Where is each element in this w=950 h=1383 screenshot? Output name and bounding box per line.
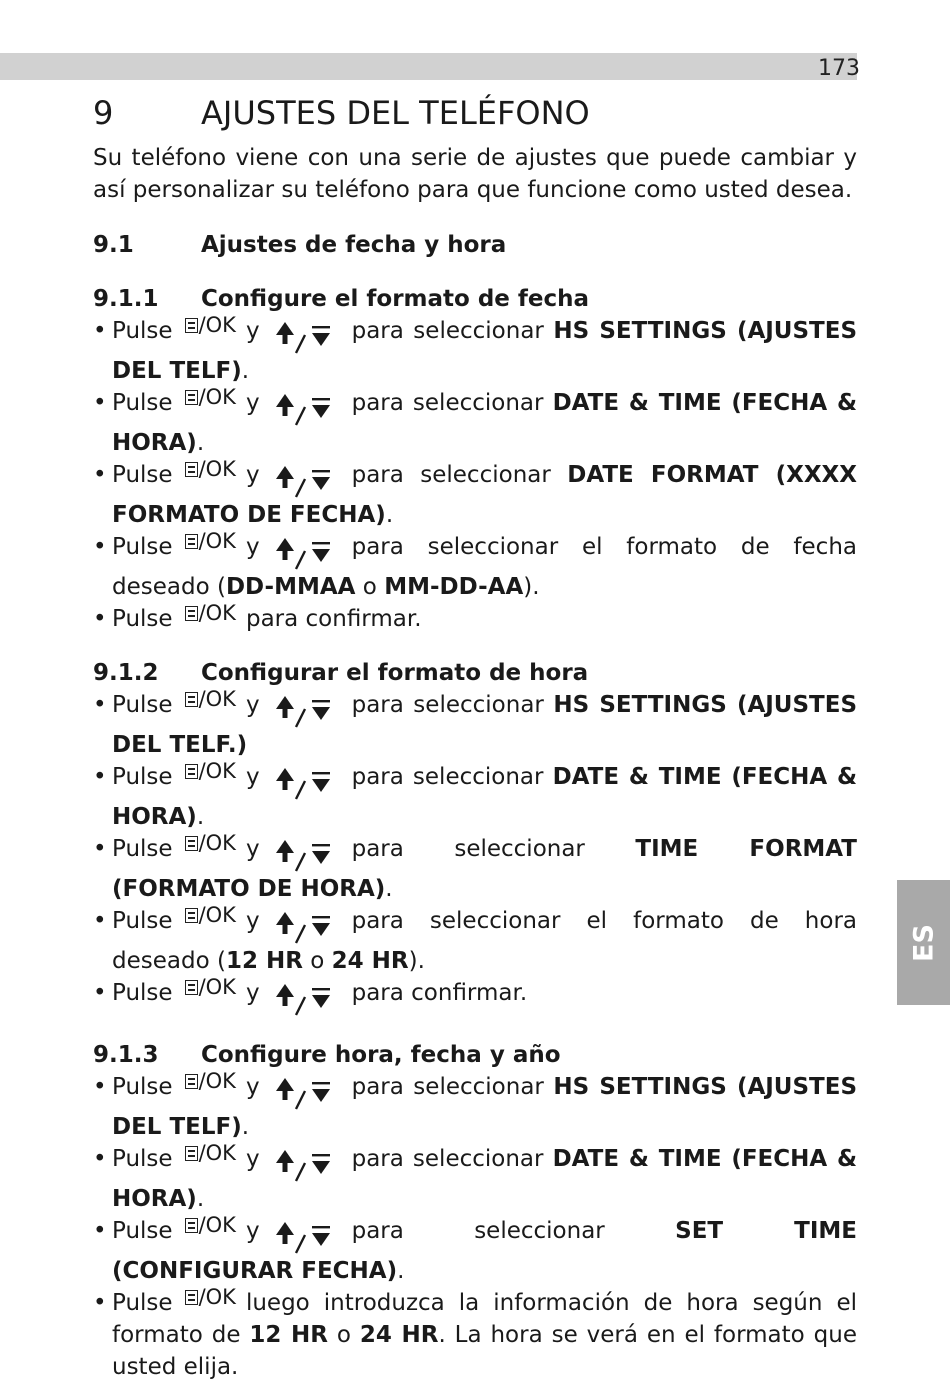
instruction-text: para seleccionar — [351, 692, 544, 718]
menu-option: SET TIME (CONFIGURAR FECHA) — [112, 1218, 858, 1284]
ok-label: /OK — [198, 313, 236, 337]
menu-ok-key — [185, 1071, 236, 1092]
y-text: y — [245, 836, 260, 862]
menu-key-icon — [185, 1146, 198, 1161]
instruction-text: para confirmar. — [351, 980, 528, 1006]
ok-label: /OK — [198, 975, 236, 999]
header-bar — [0, 53, 857, 80]
menu-option: DATE FORMAT (XXXX FORMATO DE FECHA) — [112, 462, 858, 528]
up-down-arrow-icon — [274, 981, 336, 1017]
pulse-text: Pulse — [112, 1218, 173, 1244]
subsection-heading — [93, 283, 857, 315]
menu-ok-key — [185, 387, 236, 408]
up-down-arrow-icon — [274, 837, 336, 873]
menu-ok-key — [185, 977, 236, 998]
pulse-text: Pulse — [112, 1074, 173, 1100]
punctuation: . — [385, 876, 393, 902]
menu-ok-key — [185, 1215, 236, 1236]
menu-key-icon — [185, 1074, 198, 1089]
ok-label: /OK — [198, 1069, 236, 1093]
up-down-arrow-icon — [274, 319, 336, 355]
instruction-text: para seleccionar — [351, 764, 544, 790]
conjunction: o — [355, 574, 385, 600]
subsection-number: 9.1.3 — [93, 1042, 159, 1068]
ok-label: /OK — [198, 601, 236, 625]
menu-ok-key — [185, 603, 236, 624]
conjunction: o — [302, 948, 332, 974]
y-text: y — [245, 1218, 260, 1244]
menu-key-icon — [185, 318, 198, 333]
menu-option: HS SETTINGS (AJUSTES DEL TELF) — [112, 1074, 858, 1140]
section-number: 9.1 — [93, 232, 134, 258]
ok-label: /OK — [198, 1285, 236, 1309]
ok-label: /OK — [198, 759, 236, 783]
pulse-text: Pulse — [112, 908, 173, 934]
instruction-text: para confirmar. — [245, 606, 422, 632]
up-down-arrow-icon — [274, 693, 336, 729]
step-item — [93, 1215, 857, 1287]
menu-ok-key — [185, 1143, 236, 1164]
ok-label: /OK — [198, 385, 236, 409]
menu-ok-key — [185, 1287, 236, 1308]
up-down-arrow-icon — [274, 765, 336, 801]
step-item — [93, 387, 857, 459]
menu-option: HS SETTINGS (AJUSTES DEL TELF.) — [112, 692, 858, 758]
section-heading — [93, 229, 857, 261]
y-text: y — [245, 692, 260, 718]
subsection-heading — [93, 657, 857, 689]
format-option: 24 HR — [331, 948, 409, 974]
step-item — [93, 1287, 857, 1383]
pulse-text: Pulse — [112, 318, 173, 344]
y-text: y — [245, 1146, 260, 1172]
ok-label: /OK — [198, 903, 236, 927]
steps-list — [93, 689, 857, 1017]
punctuation: ). — [523, 574, 540, 600]
step-item — [93, 833, 857, 905]
subsection-number: 9.1.2 — [93, 660, 159, 686]
menu-key-icon — [185, 692, 198, 707]
menu-ok-key — [185, 689, 236, 710]
up-down-arrow-icon — [274, 1147, 336, 1183]
menu-key-icon — [185, 390, 198, 405]
page-content — [93, 93, 857, 1383]
pulse-text: Pulse — [112, 836, 173, 862]
pulse-text: Pulse — [112, 980, 173, 1006]
menu-ok-key — [185, 905, 236, 926]
subsection-title: Configurar el formato de hora — [201, 660, 589, 686]
pulse-text: Pulse — [112, 462, 173, 488]
punctuation: . — [196, 430, 205, 456]
punctuation: . — [196, 804, 205, 830]
menu-option: DATE & TIME (FECHA & HORA) — [112, 390, 858, 456]
steps-list — [93, 315, 857, 635]
ok-label: /OK — [198, 457, 236, 481]
chapter-number: 9 — [93, 94, 114, 132]
chapter-heading — [93, 93, 857, 133]
instruction-text: luego introduzca la información de hora según el formato de — [112, 1290, 857, 1348]
menu-ok-key — [185, 531, 236, 552]
pulse-text: Pulse — [112, 390, 173, 416]
section-title: Ajustes de fecha y hora — [201, 232, 507, 258]
step-item — [93, 761, 857, 833]
menu-option: TIME FORMAT (FORMATO DE HORA) — [112, 836, 857, 902]
menu-key-icon — [185, 534, 198, 549]
menu-key-icon — [185, 462, 198, 477]
subsection-title: Configure el formato de fecha — [201, 286, 590, 312]
format-option: 12 HR — [225, 948, 303, 974]
format-option: DD-MMAA — [225, 574, 356, 600]
step-item — [93, 689, 857, 761]
instruction-text: para seleccionar — [351, 1218, 605, 1244]
y-text: y — [245, 462, 260, 488]
subsection-title: Configure hora, fecha y año — [201, 1042, 561, 1068]
menu-ok-key — [185, 761, 236, 782]
language-tab-label: ES — [908, 923, 939, 962]
instruction-text: para seleccionar el formato de hora deseado ( — [112, 908, 857, 974]
ok-label: /OK — [198, 1141, 236, 1165]
punctuation: . — [241, 1114, 250, 1140]
punctuation: ). — [408, 948, 425, 974]
up-down-arrow-icon — [274, 391, 336, 427]
instruction-text: para seleccionar el formato de fecha deseado ( — [112, 534, 857, 600]
pulse-text: Pulse — [112, 1290, 173, 1316]
menu-key-icon — [185, 1218, 198, 1233]
y-text: y — [245, 980, 260, 1006]
punctuation: . — [397, 1258, 405, 1284]
step-item — [93, 977, 857, 1017]
y-text: y — [245, 764, 260, 790]
menu-ok-key — [185, 833, 236, 854]
y-text: y — [245, 318, 260, 344]
subsection-number: 9.1.1 — [93, 286, 159, 312]
instruction-text: para seleccionar — [351, 1146, 544, 1172]
punctuation: . — [241, 358, 250, 384]
menu-option: DATE & TIME (FECHA & HORA) — [112, 1146, 858, 1212]
up-down-arrow-icon — [274, 1075, 336, 1111]
language-tab — [897, 880, 950, 1005]
menu-option: DATE & TIME (FECHA & HORA) — [112, 764, 858, 830]
up-down-arrow-icon — [274, 535, 336, 571]
menu-key-icon — [185, 1290, 198, 1305]
ok-label: /OK — [198, 831, 236, 855]
up-down-arrow-icon — [274, 1219, 336, 1255]
instruction-text: para seleccionar — [351, 1074, 544, 1100]
step-item — [93, 315, 857, 387]
punctuation: . — [385, 502, 394, 528]
y-text: y — [245, 534, 260, 560]
instruction-text: para seleccionar — [351, 836, 585, 862]
conjunction: o — [327, 1322, 360, 1348]
instruction-text: para seleccionar — [351, 390, 544, 416]
ok-label: /OK — [198, 687, 236, 711]
pulse-text: Pulse — [112, 1146, 173, 1172]
up-down-arrow-icon — [274, 463, 336, 499]
pulse-text: Pulse — [112, 534, 173, 560]
y-text: y — [245, 908, 260, 934]
menu-option: HS SETTINGS (AJUSTES DEL TELF) — [112, 318, 858, 384]
step-item — [93, 905, 857, 977]
steps-list — [93, 1071, 857, 1383]
menu-ok-key — [185, 315, 236, 336]
step-item — [93, 1143, 857, 1215]
instruction-text: para seleccionar — [351, 462, 551, 488]
format-option: 12 HR — [249, 1322, 328, 1348]
step-item — [93, 1071, 857, 1143]
ok-label: /OK — [198, 1213, 236, 1237]
format-option: MM-DD-AA — [384, 574, 524, 600]
menu-key-icon — [185, 980, 198, 995]
y-text: y — [245, 390, 260, 416]
y-text: y — [245, 1074, 260, 1100]
menu-key-icon — [185, 908, 198, 923]
step-item — [93, 459, 857, 531]
menu-key-icon — [185, 836, 198, 851]
instruction-text: para seleccionar — [351, 318, 544, 344]
punctuation: . La hora se verá en el formato que usted elija. — [112, 1322, 857, 1380]
format-option: 24 HR — [359, 1322, 439, 1348]
step-item — [93, 531, 857, 603]
menu-key-icon — [185, 764, 198, 779]
page-number: 173 — [818, 56, 860, 81]
intro-paragraph: Su teléfono viene con una serie de ajustes que puede cambiar y así personalizar su teléfono para que funcione como usted desea. — [93, 145, 857, 203]
menu-ok-key — [185, 459, 236, 480]
up-down-arrow-icon — [274, 909, 336, 945]
pulse-text: Pulse — [112, 764, 173, 790]
chapter-title: AJUSTES DEL TELÉFONO — [201, 94, 590, 132]
ok-label: /OK — [198, 529, 236, 553]
step-item — [93, 603, 857, 635]
menu-key-icon — [185, 606, 198, 621]
pulse-text: Pulse — [112, 692, 173, 718]
subsection-heading — [93, 1039, 857, 1071]
pulse-text: Pulse — [112, 606, 173, 632]
punctuation: . — [196, 1186, 205, 1212]
